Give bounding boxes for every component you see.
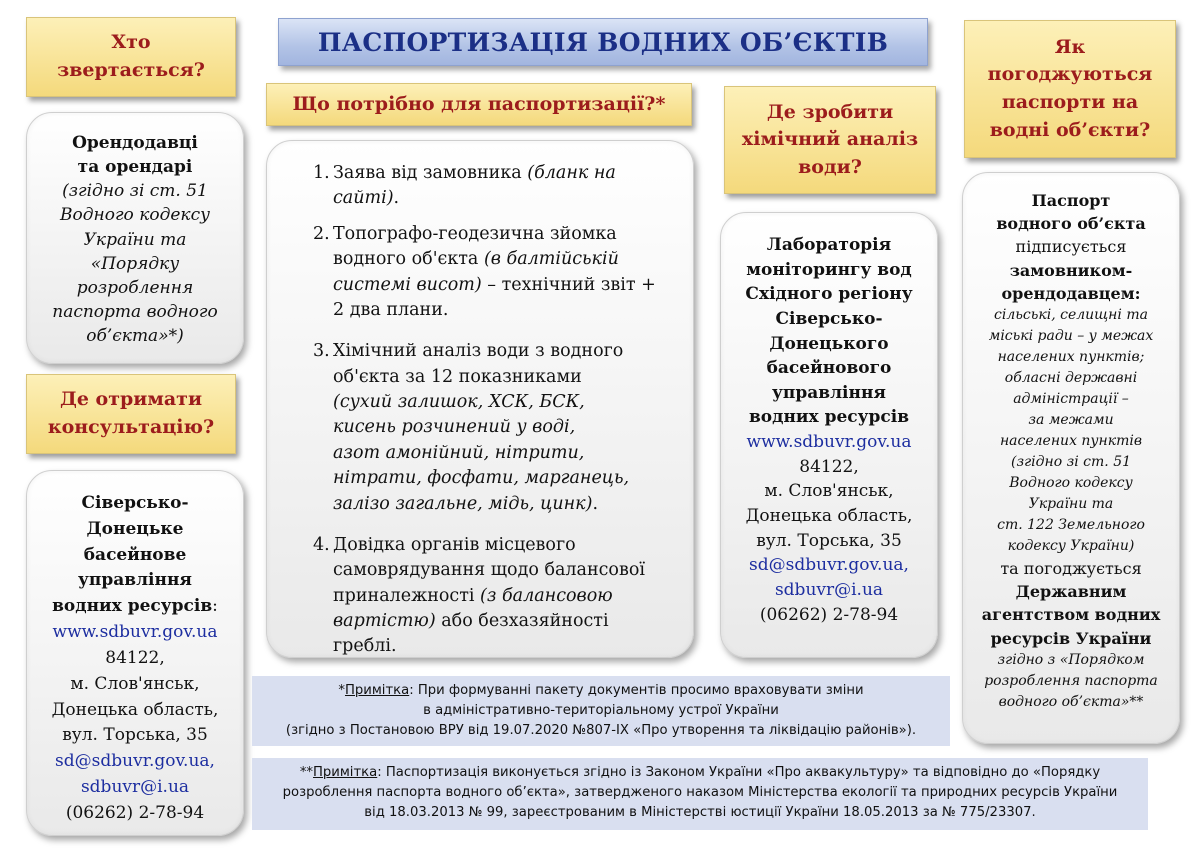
analysis-city: м. Слов'янськ, (764, 481, 894, 502)
approve-passport: Паспорт водного об’єкта (996, 191, 1146, 234)
who-card (26, 112, 244, 364)
need-item-3: 3. Хімічний аналіз води з водного об'єкта за 12 показниками (сухий залишок, ХСК, БСК, кисень розчинений у воді, азот амонійний, нітрити, нітрати, фосфати, марганець, залізо загальне, мідь, цинк). (313, 341, 630, 514)
consult-city: м. Слов'янськ, (70, 673, 200, 694)
consult-email-link-2[interactable]: sdbuvr@i.ua (80, 777, 190, 798)
analysis-region: Донецька область, (745, 506, 913, 527)
note-1: *Примітка: При формуванні пакету документів просимо враховувати зміни в адміністративно-територіальному устрої України (згідно з Постановою ВРУ від 19.07.2020 №807-IX «Про утворення та ліквідацію районів»). (252, 676, 950, 746)
consult-email-link-1[interactable]: sd@sdbuvr.gov.ua, (55, 751, 215, 772)
analysis-heading: Де зробити хімічний аналіз води? (724, 86, 936, 194)
analysis-card (720, 212, 938, 658)
consult-site-link[interactable]: www.sdbuvr.gov.ua (52, 622, 218, 643)
approve-customer: замовником- орендодавцем: (1001, 260, 1141, 303)
need-card (266, 140, 694, 658)
consult-heading: Де отримати консультацію? (26, 374, 236, 454)
need-item-4: 4. Довідка органів місцевого самоврядування щодо балансової приналежності (з балансовою вартістю) або безхазяйності греблі. (313, 534, 645, 657)
need-item-2: 2. Топографо-геодезична зйомка водного об'єкта (в балтійській системі висот) – технічний звіт + 2 два плани. (313, 223, 656, 320)
approve-signed: підписується (1015, 237, 1127, 257)
analysis-email-link-1[interactable]: sd@sdbuvr.gov.ua, (749, 555, 909, 576)
need-item-1: 1. Заява від замовника (бланк на сайті). (313, 163, 616, 209)
consult-region: Донецька область, (51, 699, 219, 720)
who-italic: (згідно зі ст. 51 Водного кодексу України та «Порядку розроблення паспорта водного об’єкта»*) (52, 181, 218, 346)
note-2: **Примітка: Паспортизація виконується згідно із Законом України «Про аквакультуру» та відповідно до «Порядку розроблення паспорта водного об’єкта», затвердженого наказом Міністерства екології та природних ресурсів України від 18.03.2013 № 99, зареєстрованим в Міністерстві юстиції України 18.05.2013 за № 775/23307. (252, 758, 1148, 830)
need-list (313, 161, 669, 658)
analysis-site-link[interactable]: www.sdbuvr.gov.ua (746, 432, 912, 453)
approve-card (962, 172, 1180, 744)
approve-procedure: згідно з «Порядком розроблення паспорта водного об’єкта»** (984, 651, 1158, 710)
title-banner (278, 18, 928, 66)
approve-heading: Як погоджуються паспорти на водні об’єкти? (964, 20, 1176, 158)
consult-card (26, 470, 244, 836)
need-heading: Що потрібно для паспортизації?* (266, 83, 692, 126)
approve-agreed: та погоджується (1000, 558, 1142, 578)
approve-councils: сільські, селищні та міські ради – у межах населених пунктів; обласні державні адміністрації – за межами населених пунктів (згідно зі ст. 51 Водного кодексу України та ст. 122 Земельного кодексу України) (988, 306, 1154, 554)
analysis-org: Лабораторія моніторингу вод Східного регіону Сіверсько- Донецького басейнового управління водних ресурсів (745, 235, 913, 428)
page-title: ПАСПОРТИЗАЦІЯ ВОДНИХ ОБ’ЄКТІВ (317, 27, 889, 57)
consult-phone: (06262) 2-78-94 (65, 802, 205, 823)
consult-org: Сіверсько- Донецьке басейнове управління водних ресурсів: (52, 493, 218, 617)
consult-zip: 84122, (105, 647, 165, 668)
approve-agency: Державним агентством водних ресурсів України (981, 582, 1161, 648)
analysis-street: вул. Торська, 35 (756, 530, 902, 551)
analysis-zip: 84122, (799, 456, 859, 477)
analysis-email-link-2[interactable]: sdbuvr@i.ua (774, 579, 884, 600)
who-heading: Хто звертається? (26, 17, 236, 97)
consult-street: вул. Торська, 35 (62, 725, 208, 746)
analysis-phone: (06262) 2-78-94 (759, 604, 899, 625)
who-bold: Орендодавці та орендарі (72, 133, 198, 178)
